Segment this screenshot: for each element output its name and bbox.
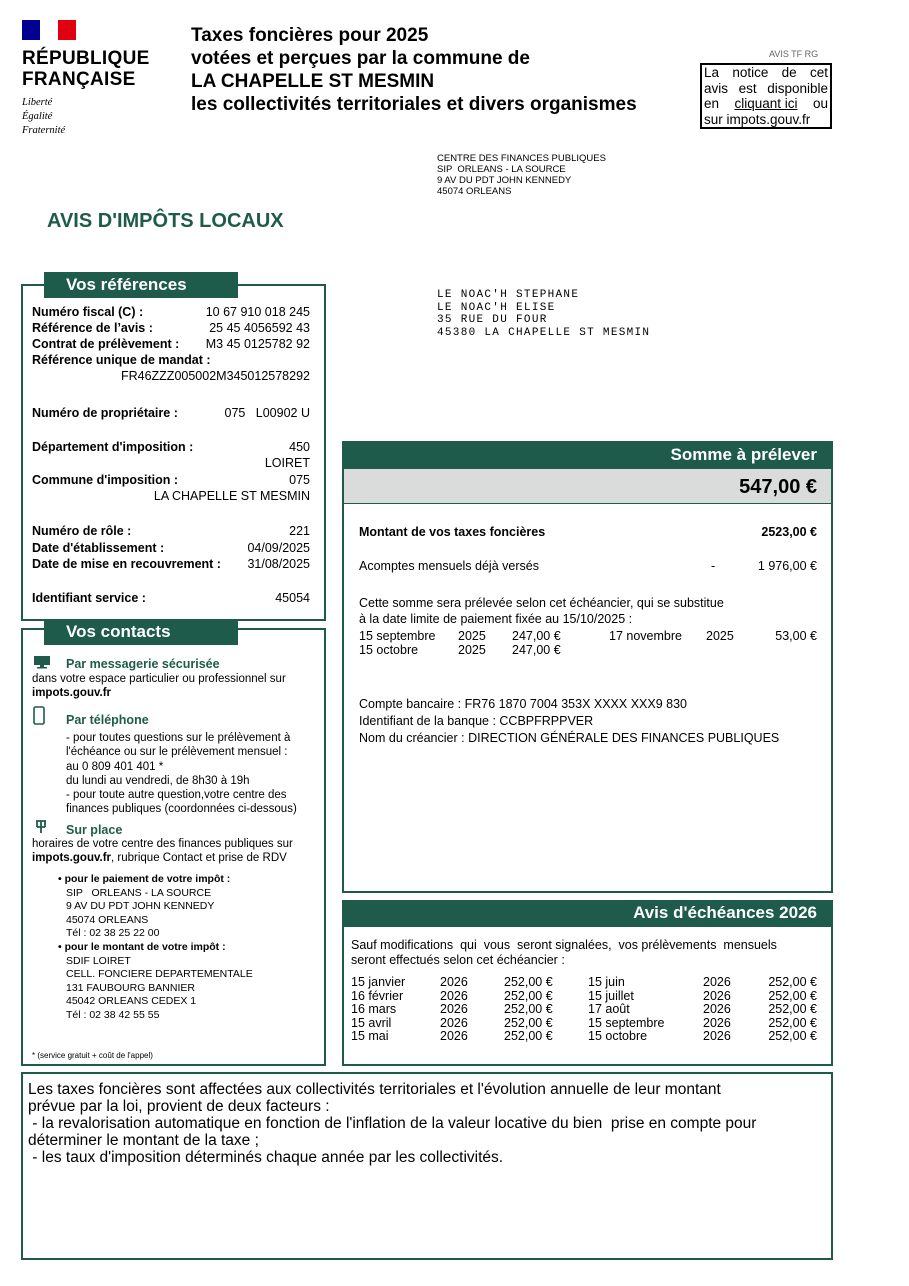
commune-label: Commune d'imposition :	[32, 473, 179, 487]
departement-code: 450	[289, 440, 310, 454]
schedule-month: 15 septembre	[359, 629, 436, 643]
montant-taxes-label: Montant de vos taxes foncières	[359, 525, 546, 539]
info-line: déterminer le montant de la taxe ;	[28, 1132, 259, 1149]
proprietaire-label: Numéro de propriétaire :	[32, 406, 178, 420]
telephone-line: du lundi au vendredi, de 8h30 à 19h	[66, 774, 250, 787]
form-code: AVIS TF RG	[769, 49, 819, 59]
numero-fiscal-label: Numéro fiscal (C) :	[32, 305, 144, 319]
notice-link[interactable]: cliquant ici	[734, 96, 798, 111]
echeance-year: 2026	[440, 1029, 468, 1044]
compte-bancaire: Compte bancaire : FR76 1870 7004 353X XXXX XXX9 830	[359, 697, 687, 711]
title-line-4: les collectivités territoriales et divers organismes	[191, 94, 637, 115]
echeance-year: 2026	[440, 988, 468, 1003]
telephone-line: l'échéance ou sur le prélèvement mensuel :	[66, 746, 288, 759]
numero-fiscal-value: 10 67 910 018 245	[205, 305, 310, 319]
notice-en: en	[704, 96, 720, 111]
sender-line: CENTRE DES FINANCES PUBLIQUES	[437, 153, 606, 164]
ref-avis-value: 25 45 4056592 43	[209, 321, 310, 335]
echeance-month: 15 septembre	[588, 1015, 665, 1030]
telephone-line: - pour toute autre question,votre centre des	[66, 789, 287, 802]
telephone-line: finances publiques (coordonnées ci-dessous)	[66, 803, 297, 816]
sender-address	[437, 153, 606, 197]
messagerie-link[interactable]: impots.gouv.fr	[32, 687, 112, 699]
echeance-month: 15 mai	[351, 1029, 389, 1044]
info-line: prévue par la loi, provient de deux facteurs :	[28, 1098, 330, 1115]
counter-icon	[34, 819, 48, 835]
references-heading: Vos références	[44, 272, 238, 298]
sender-line: 45074 ORLEANS	[437, 186, 512, 197]
schedule-year: 2025	[458, 629, 486, 643]
service-value: 45054	[275, 591, 310, 605]
echeance-month: 16 mars	[351, 1002, 397, 1017]
computer-icon	[33, 655, 51, 669]
recipient-line: 35 RUE DU FOUR	[437, 314, 548, 326]
recipient-line: LE NOAC'H ELISE	[437, 301, 556, 314]
echeance-month: 15 juillet	[588, 988, 634, 1003]
echeance-amount: 252,00 €	[768, 1002, 817, 1017]
schedule-month: 17 novembre	[609, 629, 682, 643]
paiement-line: 9 AV DU PDT JOHN KENNEDY	[66, 900, 215, 913]
echeances-heading: Avis d'échéances 2026	[633, 903, 817, 922]
echeance-amount: 252,00 €	[768, 1029, 817, 1044]
recipient-line: 45380 LA CHAPELLE ST MESMIN	[437, 326, 651, 339]
echeance-year: 2026	[703, 988, 731, 1003]
echeancier-line2: à la date limite de paiement fixée au 15/10/2025 :	[359, 612, 633, 626]
role-label: Numéro de rôle :	[32, 524, 132, 538]
republique-line2: FRANÇAISE	[22, 69, 136, 90]
recouvrement-label: Date de mise en recouvrement :	[32, 557, 221, 571]
nom-creancier: Nom du créancier : DIRECTION GÉNÉRALE DES FINANCES PUBLIQUES	[359, 731, 780, 745]
paiement-line: SIP ORLEANS - LA SOURCE	[66, 886, 212, 899]
montant-line: 45042 ORLEANS CEDEX 1	[66, 995, 197, 1008]
montant-line: 131 FAUBOURG BANNIER	[66, 981, 195, 994]
sender-line: SIP ORLEANS - LA SOURCE	[437, 164, 566, 175]
echeances-table-right	[588, 976, 817, 1044]
notice-line4: sur impots.gouv.fr	[704, 111, 811, 127]
schedule-amount: 247,00 €	[512, 629, 561, 643]
notice-box	[700, 63, 832, 129]
contrat-label: Contrat de prélèvement :	[32, 337, 180, 351]
role-value: 221	[289, 524, 310, 538]
acomptes-sign: -	[711, 559, 716, 573]
echeance-amount: 252,00 €	[768, 1015, 817, 1030]
echeance-year: 2026	[703, 1015, 731, 1030]
echeance-month: 15 janvier	[351, 975, 406, 989]
etablissement-label: Date d'établissement :	[32, 541, 165, 555]
schedule-year: 2025	[458, 643, 486, 657]
echeance-amount: 252,00 €	[504, 1002, 553, 1017]
echeance-year: 2026	[703, 1002, 731, 1017]
mandat-value: FR46ZZZ005002M345012578292	[120, 369, 310, 383]
echeance-month: 17 août	[588, 1002, 630, 1017]
motto-liberte: Liberté	[22, 97, 53, 108]
echeance-amount: 252,00 €	[768, 988, 817, 1003]
acomptes-label: Acomptes mensuels déjà versés	[359, 559, 539, 573]
doc-title: AVIS D'IMPÔTS LOCAUX	[47, 210, 284, 232]
montant-line: SDIF LOIRET	[66, 954, 131, 967]
echeance-year: 2026	[703, 975, 731, 989]
surplace-text: horaires de votre centre des finances publiques sur	[32, 838, 293, 850]
echeance-month: 15 avril	[351, 1015, 392, 1030]
echeancier-line1: Cette somme sera prélevée selon cet échéancier, qui se substitue	[359, 596, 724, 610]
paiement-line: 45074 ORLEANS	[66, 913, 149, 926]
departement-label: Département d'imposition :	[32, 440, 194, 454]
echeance-amount: 252,00 €	[768, 975, 817, 989]
flag-icon	[22, 20, 76, 40]
contacts-heading: Vos contacts	[44, 619, 238, 645]
service-label: Identifiant service :	[32, 591, 146, 605]
surplace-line2	[32, 852, 287, 864]
echeance-month: 15 juin	[588, 975, 625, 989]
ref-avis-label: Référence de l’avis :	[32, 321, 153, 335]
bullet-icon: •	[58, 940, 65, 953]
echeance-month: 15 octobre	[588, 1029, 648, 1044]
surplace-suffix: , rubrique Contact et prise de RDV	[111, 852, 287, 864]
paiement-block	[58, 873, 253, 1023]
proprietaire-value: 075 L00902 U	[224, 406, 310, 420]
title-line-3: LA CHAPELLE ST MESMIN	[191, 71, 435, 92]
telephone-line: - pour toutes questions sur le prélèvement à	[66, 732, 291, 744]
echeance-year: 2026	[440, 1015, 468, 1030]
telephone-text	[66, 731, 297, 817]
motto-fraternite: Fraternité	[22, 125, 66, 136]
info-line: - les taux d'imposition déterminés chaque année par les collectivités.	[28, 1149, 504, 1166]
echeance-year: 2026	[440, 1002, 468, 1017]
montant-taxes-value: 2523,00 €	[761, 525, 817, 539]
etablissement-value: 04/09/2025	[247, 541, 310, 555]
schedule-amount: 247,00 €	[512, 643, 561, 657]
messagerie-text: dans votre espace particulier ou professionnel sur	[32, 673, 286, 685]
schedule-month: 15 octobre	[359, 643, 419, 657]
echeances-intro2: seront effectués selon cet échéancier :	[351, 953, 565, 967]
echeances-table-left	[351, 975, 553, 1044]
echeance-amount: 252,00 €	[504, 1029, 553, 1044]
echeance-year: 2026	[440, 975, 468, 989]
montant-line: CELL. FONCIERE DEPARTEMENTALE	[66, 968, 253, 981]
paiement-line: Tél : 02 38 25 22 00	[66, 927, 160, 940]
republique-logo	[22, 20, 154, 138]
commune-name: LA CHAPELLE ST MESMIN	[153, 489, 310, 503]
notice-title	[191, 24, 637, 116]
phone-icon	[33, 706, 45, 725]
echeance-amount: 252,00 €	[504, 1015, 553, 1030]
surplace-link[interactable]: impots.gouv.fr	[32, 852, 112, 864]
contrat-value: M3 45 0125782 92	[205, 337, 310, 351]
acomptes-value: 1 976,00 €	[757, 559, 817, 573]
mandat-label: Référence unique de mandat :	[32, 353, 211, 367]
montant-title: pour le montant de votre impôt :	[64, 940, 226, 953]
telephone-line: au 0 809 401 401 *	[66, 760, 164, 773]
identifiant-banque: Identifiant de la banque : CCBPFRPPVER	[359, 714, 594, 728]
notice-line2: avis est disponible	[704, 80, 828, 96]
motto-egalite: Égalité	[22, 111, 53, 122]
departement-name: LOIRET	[264, 456, 310, 470]
sender-line: 9 AV DU PDT JOHN KENNEDY	[437, 175, 572, 186]
notice-line1: La notice de cet	[704, 65, 828, 80]
echeance-amount: 252,00 €	[504, 975, 553, 989]
somme-heading: Somme à prélever	[670, 445, 817, 464]
footnote: * (service gratuit + coût de l'appel)	[32, 1051, 153, 1060]
montant-line: Tél : 02 38 42 55 55	[66, 1008, 160, 1021]
recipient-address	[437, 289, 650, 339]
notice-ou: ou	[812, 96, 828, 111]
paiement-title: pour le paiement de votre impôt :	[64, 873, 231, 885]
recouvrement-value: 31/08/2025	[247, 557, 310, 571]
echeance-year: 2026	[703, 1029, 731, 1044]
echeances-intro1: Sauf modifications qui vous seront signalées, vos prélèvements mensuels	[351, 938, 777, 952]
echeance-amount: 252,00 €	[504, 988, 553, 1003]
info-line: Les taxes foncières sont affectées aux collectivités territoriales et l'évolution annuelle de leur montant	[28, 1081, 721, 1098]
recipient-line: LE NOAC'H STEPHANE	[437, 289, 580, 301]
surplace-title: Sur place	[66, 823, 123, 837]
info-box	[21, 1072, 833, 1260]
somme-amount: 547,00 €	[739, 476, 817, 498]
somme-panel	[342, 441, 833, 893]
echeance-month: 16 février	[351, 988, 404, 1003]
bullet-icon: •	[58, 873, 65, 885]
title-line-2: votées et perçues par la commune de	[191, 48, 530, 69]
schedule-year: 2025	[706, 629, 734, 643]
commune-code: 075	[289, 473, 310, 487]
republique-line1: RÉPUBLIQUE	[22, 48, 150, 69]
telephone-title: Par téléphone	[66, 713, 149, 727]
schedule-amount: 53,00 €	[775, 629, 817, 643]
title-line-1: Taxes foncières pour 2025	[191, 25, 429, 46]
info-line: - la revalorisation automatique en fonction de l'inflation de la valeur locative du bien prise en compte pour	[28, 1115, 757, 1132]
messagerie-title: Par messagerie sécurisée	[66, 657, 220, 671]
